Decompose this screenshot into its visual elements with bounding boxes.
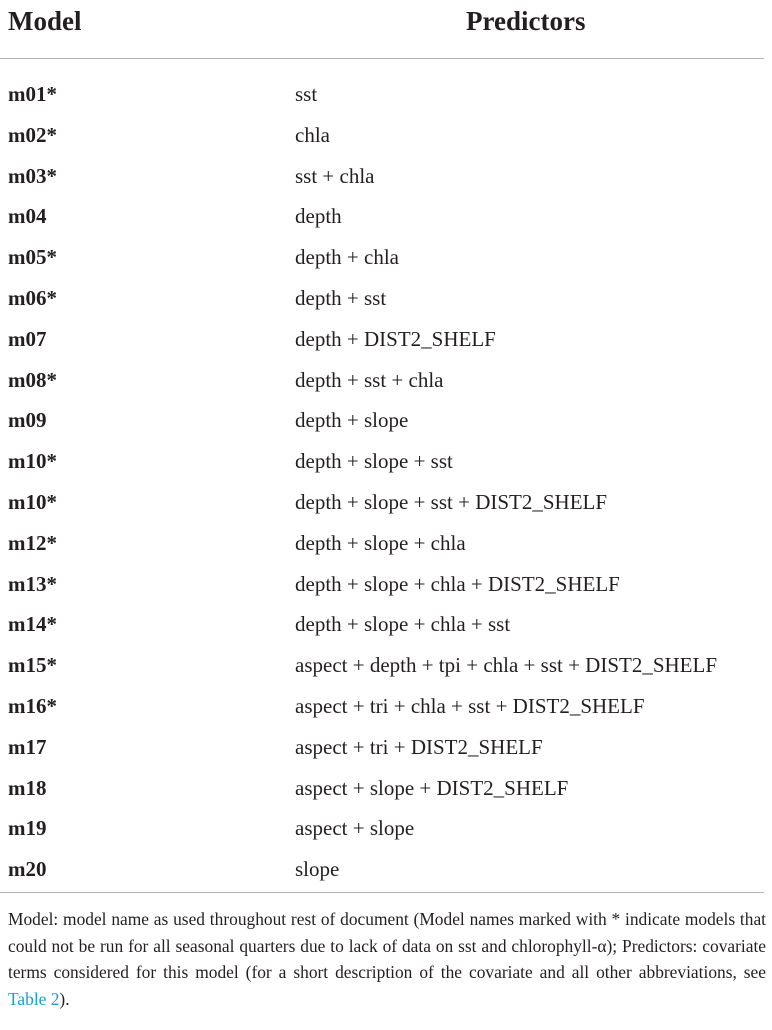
table-row xyxy=(0,564,772,605)
column-header-model: Model xyxy=(8,6,82,36)
predictors-cell: sst xyxy=(295,82,318,106)
model-cell: m19 xyxy=(8,816,47,841)
table-row xyxy=(0,604,772,645)
table-row xyxy=(0,727,772,768)
model-cell: m10* xyxy=(8,449,57,474)
footer-divider xyxy=(0,892,764,893)
table-row xyxy=(0,482,772,523)
table-row xyxy=(0,686,772,727)
footnote-text: Model: model name as used throughout rest of document (Model names marked with * indicate models that could not be run for all seasonal quarters due to lack of data on sst and chlorophyll-α); Predictors: covariate terms considered for this model (for a short description of the covariate and all other abbreviations, see xyxy=(8,909,766,982)
model-cell: m17 xyxy=(8,734,47,759)
column-header-predictors: Predictors xyxy=(466,6,586,36)
table-body xyxy=(0,74,772,890)
model-cell: m02* xyxy=(8,122,57,147)
table-row xyxy=(0,441,772,482)
predictors-cell: aspect + slope xyxy=(295,816,415,841)
table-header xyxy=(0,0,772,58)
table-row xyxy=(0,808,772,849)
model-cell: m14* xyxy=(8,612,57,637)
table-row xyxy=(0,645,772,686)
predictors-cell: depth + slope xyxy=(295,408,409,433)
predictors-cell: depth + slope + chla + DIST2_SHELF xyxy=(295,571,620,596)
model-cell: m08* xyxy=(8,367,57,392)
table-row xyxy=(0,196,772,237)
footnote-end: ). xyxy=(59,988,70,1009)
predictors-cell: depth + sst + chla xyxy=(295,367,444,392)
predictors-cell: depth + slope + sst + DIST2_SHELF xyxy=(295,489,608,514)
table-row xyxy=(0,523,772,564)
predictors-cell: sst + chla xyxy=(295,163,375,188)
predictors-cell: depth + sst xyxy=(295,285,387,310)
predictors-cell: aspect + slope + DIST2_SHELF xyxy=(295,775,569,800)
model-cell: m12* xyxy=(8,530,57,555)
model-cell: m06* xyxy=(8,285,57,310)
table-row xyxy=(0,115,772,156)
model-cell: m05* xyxy=(8,245,57,270)
model-cell: m18 xyxy=(8,775,47,800)
model-cell: m16* xyxy=(8,693,57,718)
predictors-cell: depth + DIST2_SHELF xyxy=(295,326,496,351)
predictors-cell: depth + slope + sst xyxy=(295,449,453,474)
model-cell: m10* xyxy=(8,489,57,514)
table-row xyxy=(0,768,772,809)
predictors-cell: chla xyxy=(295,122,330,147)
predictors-cell: depth + chla xyxy=(295,245,399,270)
predictors-cell: aspect + tri + chla + sst + DIST2_SHELF xyxy=(295,693,645,718)
predictors-cell: depth + slope + chla xyxy=(295,530,466,555)
predictors-cell: aspect + tri + DIST2_SHELF xyxy=(295,734,543,759)
predictors-cell: aspect + depth + tpi + chla + sst + DIST2_SHELF xyxy=(295,653,718,678)
table-row xyxy=(0,360,772,401)
table-row xyxy=(0,400,772,441)
model-cell: m07 xyxy=(8,326,47,351)
model-cell: m09 xyxy=(8,408,47,433)
table-row xyxy=(0,849,772,890)
predictors-cell: slope xyxy=(295,857,340,882)
table-row xyxy=(0,278,772,319)
table-2-link[interactable]: Table 2 xyxy=(8,988,60,1009)
table-row xyxy=(0,319,772,360)
model-cell: m03* xyxy=(8,163,57,188)
model-cell: m15* xyxy=(8,653,57,678)
model-cell: m13* xyxy=(8,571,57,596)
model-cell: m01* xyxy=(8,82,57,106)
table-footnote xyxy=(8,906,766,1012)
table-row xyxy=(0,156,772,197)
header-divider xyxy=(0,58,764,59)
model-cell: m20 xyxy=(8,857,47,882)
predictors-cell: depth + slope + chla + sst xyxy=(295,612,511,637)
table-row xyxy=(0,237,772,278)
model-cell: m04 xyxy=(8,204,47,229)
table-row xyxy=(0,74,772,115)
predictors-cell: depth xyxy=(295,204,342,229)
